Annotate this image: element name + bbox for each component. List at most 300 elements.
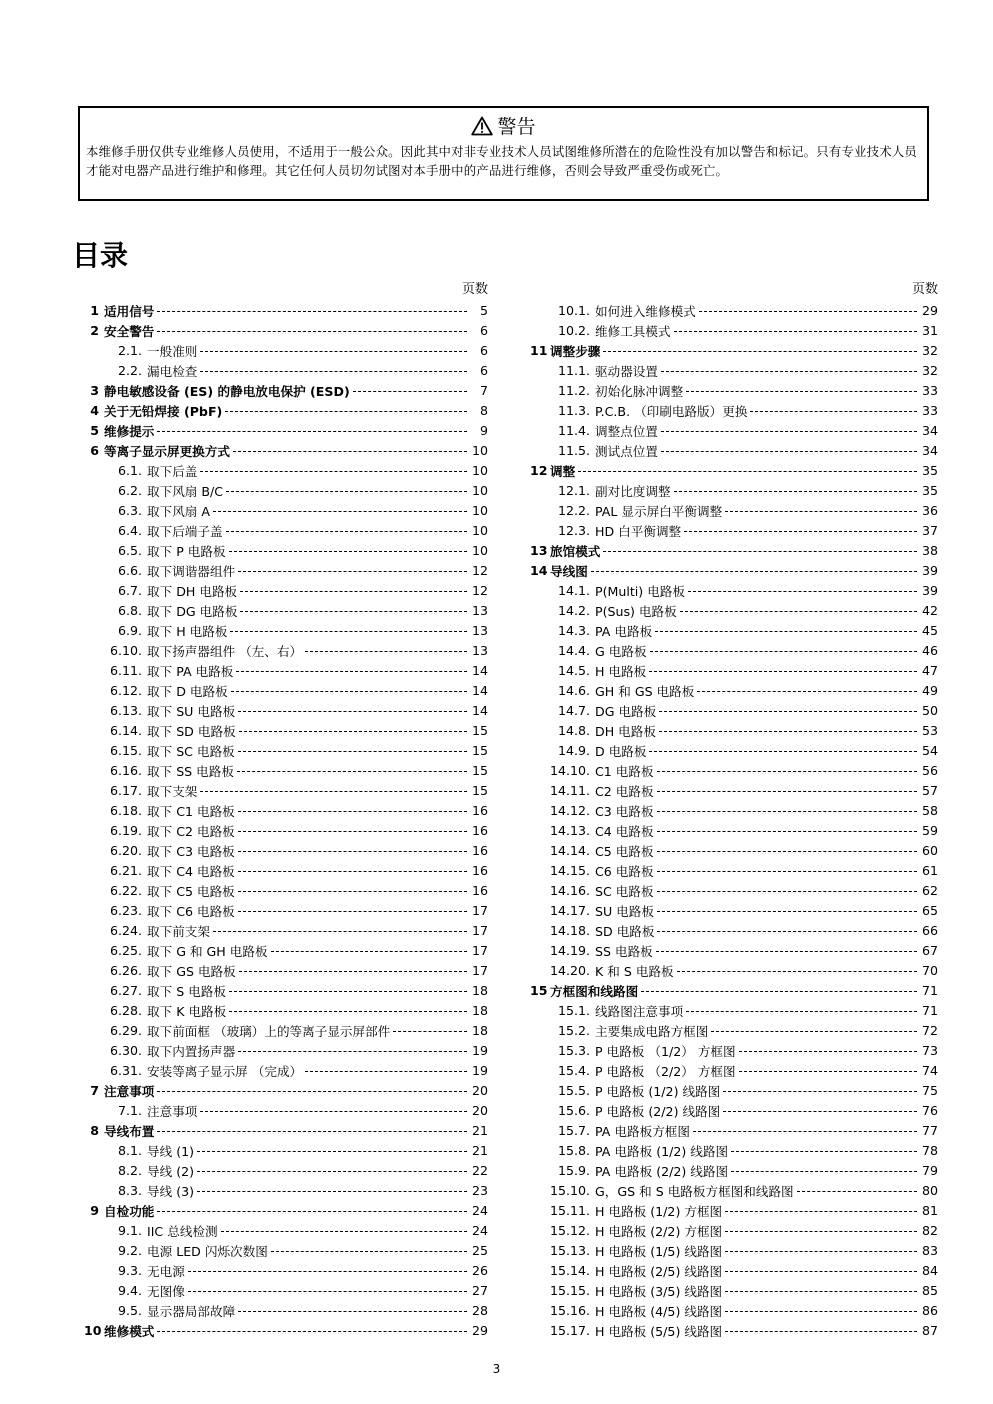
toc-entry[interactable]	[530, 1020, 938, 1040]
toc-entry-title: 维修工具模式	[595, 323, 671, 339]
toc-entry[interactable]	[84, 800, 488, 820]
toc-entry-title: 取下 G 和 GH 电路板	[147, 943, 268, 959]
leader-dots	[657, 911, 917, 912]
toc-entry-title: C6 电路板	[595, 863, 654, 879]
toc-entry-page: 76	[921, 1102, 938, 1118]
toc-entry[interactable]	[84, 340, 488, 360]
toc-entry[interactable]	[530, 1240, 938, 1260]
toc-entry-page: 8	[479, 402, 488, 418]
toc-entry[interactable]	[84, 940, 488, 960]
toc-entry-page: 15	[471, 722, 488, 738]
toc-entry-number: 15.16.	[549, 1302, 590, 1318]
toc-entry[interactable]	[84, 480, 488, 500]
toc-entry-page: 24	[471, 1202, 488, 1218]
toc-entry[interactable]	[530, 700, 938, 720]
toc-entry-page: 6	[479, 342, 488, 358]
toc-entry[interactable]	[84, 380, 488, 400]
toc-entry[interactable]	[84, 1080, 488, 1100]
toc-entry[interactable]	[84, 660, 488, 680]
toc-entry-number: 11.5.	[557, 442, 590, 458]
toc-entry[interactable]	[84, 980, 488, 1000]
toc-entry-page: 6	[479, 322, 488, 338]
toc-entry-page: 10	[471, 482, 488, 498]
toc-right-list	[530, 300, 938, 1340]
toc-entry-title: 旅馆模式	[550, 543, 601, 559]
toc-entry-title: 无图像	[147, 1283, 185, 1299]
toc-entry[interactable]	[530, 1320, 938, 1340]
leader-dots	[739, 1051, 917, 1052]
toc-entry[interactable]	[84, 1280, 488, 1300]
toc-entry[interactable]	[530, 1000, 938, 1020]
toc-entry-number: 14.1.	[557, 582, 590, 598]
leader-dots	[656, 951, 917, 952]
toc-entry-number: 14.7.	[557, 702, 590, 718]
leader-dots	[229, 991, 467, 992]
toc-entry-number: 5	[90, 422, 99, 438]
toc-entry[interactable]	[530, 1200, 938, 1220]
toc-entry-page: 32	[921, 362, 938, 378]
toc-entry-number: 15	[530, 982, 548, 998]
toc-entry-title: SD 电路板	[595, 923, 655, 939]
toc-entry[interactable]	[84, 740, 488, 760]
toc-entry-page: 53	[921, 722, 938, 738]
toc-entry[interactable]	[530, 920, 938, 940]
toc-entry-number: 6.1.	[117, 462, 142, 478]
toc-entry-number: 6.23.	[109, 902, 142, 918]
toc-entry[interactable]	[530, 760, 938, 780]
toc-entry-title: 导线 (2)	[147, 1163, 195, 1179]
toc-entry-number: 6.19.	[109, 822, 142, 838]
toc-entry-page: 13	[471, 642, 488, 658]
toc-entry-page: 73	[921, 1042, 938, 1058]
toc-entry-title: 驱动器设置	[595, 363, 658, 379]
toc-entry-page: 16	[471, 822, 488, 838]
toc-entry-number: 15.4.	[557, 1062, 590, 1078]
leader-dots	[225, 411, 467, 412]
toc-entry[interactable]	[84, 580, 488, 600]
toc-entry[interactable]	[530, 680, 938, 700]
leader-dots	[188, 1271, 467, 1272]
toc-entry-title: 取下 D 电路板	[147, 683, 228, 699]
toc-entry-title: H 电路板 (1/2) 方框图	[595, 1203, 723, 1219]
toc-entry[interactable]	[84, 900, 488, 920]
leader-dots	[657, 891, 917, 892]
toc-entry-title: 取下 C4 电路板	[147, 863, 235, 879]
toc-entry[interactable]	[84, 400, 488, 420]
toc-entry-title: 静电敏感设备 (ES) 的静电放电保护 (ESD)	[104, 383, 350, 399]
toc-entry[interactable]	[530, 1160, 938, 1180]
toc-entry-page: 17	[471, 962, 488, 978]
leader-dots	[725, 1291, 917, 1292]
toc-entry-page: 74	[921, 1062, 938, 1078]
leader-dots	[230, 631, 467, 632]
toc-entry[interactable]	[530, 1280, 938, 1300]
toc-entry-title: 如何进入维修模式	[595, 303, 696, 319]
toc-entry-title: SC 电路板	[595, 883, 654, 899]
leader-dots	[238, 711, 467, 712]
toc-entry-number: 12	[530, 462, 548, 478]
toc-entry[interactable]	[84, 760, 488, 780]
toc-entry[interactable]	[84, 840, 488, 860]
toc-entry[interactable]	[530, 1220, 938, 1240]
toc-entry-title: P(Multi) 电路板	[595, 583, 685, 599]
toc-entry[interactable]	[530, 940, 938, 960]
toc-entry[interactable]	[84, 1260, 488, 1280]
toc-entry[interactable]	[530, 560, 938, 580]
toc-entry-number: 6.3.	[117, 502, 142, 518]
toc-entry-number: 14.20.	[549, 962, 590, 978]
toc-entry-page: 71	[921, 1002, 938, 1018]
toc-entry-page: 24	[471, 1222, 488, 1238]
toc-entry-number: 6.25.	[109, 942, 142, 958]
toc-entry[interactable]	[84, 440, 488, 460]
toc-entry[interactable]	[84, 1140, 488, 1160]
toc-entry[interactable]	[530, 340, 938, 360]
leader-dots	[697, 691, 917, 692]
toc-entry-number: 8.2.	[117, 1162, 142, 1178]
toc-entry-title: 取下后端子盖	[147, 523, 223, 539]
toc-entry-page: 35	[921, 482, 938, 498]
toc-entry-number: 15.13.	[549, 1242, 590, 1258]
toc-entry-page: 17	[471, 902, 488, 918]
toc-entry-page: 19	[471, 1042, 488, 1058]
toc-entry[interactable]	[530, 1100, 938, 1120]
toc-entry-title: 取下风扇 B/C	[147, 483, 224, 499]
toc-entry-title: 取下 C5 电路板	[147, 883, 235, 899]
toc-entry[interactable]	[84, 300, 488, 320]
toc-entry-title: H 电路板 (5/5) 线路图	[595, 1323, 723, 1339]
toc-entry-number: 15.8.	[557, 1142, 590, 1158]
toc-entry[interactable]	[530, 1120, 938, 1140]
toc-entry-number: 11.3.	[557, 402, 590, 418]
leader-dots	[591, 571, 917, 572]
toc-entry-number: 6.21.	[109, 862, 142, 878]
toc-entry[interactable]	[84, 640, 488, 660]
toc-entry[interactable]	[530, 860, 938, 880]
leader-dots	[797, 1191, 917, 1192]
toc-entry[interactable]	[530, 660, 938, 680]
toc-entry-title: 导线图	[550, 563, 588, 579]
toc-entry[interactable]	[530, 900, 938, 920]
toc-entry[interactable]	[84, 1180, 488, 1200]
toc-entry[interactable]	[84, 1020, 488, 1040]
toc-entry-number: 11	[530, 342, 548, 358]
leader-dots	[200, 471, 467, 472]
toc-entry-page: 59	[921, 822, 938, 838]
leader-dots	[238, 871, 467, 872]
toc-entry[interactable]	[84, 780, 488, 800]
toc-entry[interactable]	[530, 600, 938, 620]
toc-entry[interactable]	[84, 1000, 488, 1020]
toc-entry-title: 电源 LED 闪烁次数图	[147, 1243, 268, 1259]
toc-entry[interactable]	[84, 600, 488, 620]
leader-dots	[657, 771, 917, 772]
leader-dots	[197, 1151, 467, 1152]
leader-dots	[200, 371, 467, 372]
toc-entry[interactable]	[530, 440, 938, 460]
toc-entry[interactable]	[530, 520, 938, 540]
toc-entry-title: 维修提示	[104, 423, 155, 439]
toc-entry[interactable]	[84, 960, 488, 980]
toc-entry[interactable]	[84, 920, 488, 940]
toc-entry[interactable]	[84, 1060, 488, 1080]
toc-entry-title: HD 白平衡调整	[595, 523, 682, 539]
toc-entry-number: 9.1.	[117, 1222, 142, 1238]
toc-entry[interactable]	[530, 500, 938, 520]
toc-entry-number: 14.5.	[557, 662, 590, 678]
warning-box	[78, 106, 929, 201]
toc-entry-title: H 电路板 (3/5) 线路图	[595, 1283, 723, 1299]
toc-entry[interactable]	[530, 580, 938, 600]
toc-entry[interactable]	[530, 1180, 938, 1200]
toc-entry[interactable]	[530, 1300, 938, 1320]
leader-dots	[305, 1071, 467, 1072]
toc-entry-number: 9.4.	[117, 1282, 142, 1298]
toc-entry-number: 4	[90, 402, 99, 418]
leader-dots	[157, 1131, 467, 1132]
leader-dots	[237, 771, 467, 772]
toc-entry-number: 6.27.	[109, 982, 142, 998]
leader-dots	[731, 1151, 917, 1152]
leader-dots	[739, 1071, 917, 1072]
toc-entry-page: 61	[921, 862, 938, 878]
toc-entry[interactable]	[84, 1120, 488, 1140]
toc-entry-title: P(Sus) 电路板	[595, 603, 677, 619]
toc-entry-title: 安装等离子显示屏 （完成）	[147, 1063, 303, 1079]
toc-entry[interactable]	[530, 800, 938, 820]
toc-entry-title: 取下 SD 电路板	[147, 723, 236, 739]
leader-dots	[157, 1331, 467, 1332]
leader-dots	[578, 471, 917, 472]
toc-entry-number: 14.19.	[549, 942, 590, 958]
toc-entry-title: 注意事项	[147, 1103, 198, 1119]
toc-entry-number: 14.6.	[557, 682, 590, 698]
toc-entry[interactable]	[84, 620, 488, 640]
toc-entry-number: 6.8.	[117, 602, 142, 618]
toc-entry[interactable]	[530, 540, 938, 560]
toc-entry-title: 取下后盖	[147, 463, 198, 479]
toc-entry[interactable]	[530, 300, 938, 320]
toc-entry[interactable]	[84, 500, 488, 520]
toc-entry-title: 取下 SS 电路板	[147, 763, 234, 779]
toc-entry-number: 15.3.	[557, 1042, 590, 1058]
toc-entry-title: H 电路板	[595, 663, 647, 679]
toc-entry[interactable]	[84, 1160, 488, 1180]
toc-entry[interactable]	[84, 1240, 488, 1260]
toc-entry-number: 14.14.	[549, 842, 590, 858]
toc-entry[interactable]	[530, 1260, 938, 1280]
leader-dots	[677, 971, 917, 972]
toc-entry-page: 14	[471, 702, 488, 718]
toc-entry[interactable]	[530, 320, 938, 340]
toc-entry-number: 12.1.	[557, 482, 590, 498]
toc-entry-title: H 电路板 (4/5) 线路图	[595, 1303, 723, 1319]
toc-entry[interactable]	[530, 360, 938, 380]
leader-dots	[271, 951, 467, 952]
toc-entry-page: 13	[471, 602, 488, 618]
leader-dots	[157, 1091, 467, 1092]
toc-entry-title: 安全警告	[104, 323, 155, 339]
toc-entry[interactable]	[84, 1100, 488, 1120]
toc-entry-page: 12	[471, 562, 488, 578]
toc-entry-page: 23	[471, 1182, 488, 1198]
toc-left-list	[84, 300, 488, 1340]
leader-dots	[238, 831, 467, 832]
leader-dots	[686, 1011, 917, 1012]
toc-entry[interactable]	[530, 1040, 938, 1060]
toc-entry-number: 6.5.	[117, 542, 142, 558]
toc-entry-number: 2.2.	[117, 362, 142, 378]
toc-entry[interactable]	[84, 700, 488, 720]
leader-dots	[693, 1131, 917, 1132]
toc-entry-page: 7	[479, 382, 488, 398]
leader-dots	[725, 1211, 917, 1212]
toc-entry[interactable]	[530, 1060, 938, 1080]
leader-dots	[657, 831, 917, 832]
leader-dots	[271, 1251, 467, 1252]
warning-title: 警告	[497, 116, 536, 138]
toc-entry-title: 取下 C3 电路板	[147, 843, 235, 859]
toc-entry-number: 14.18.	[549, 922, 590, 938]
toc-entry-title: 导线 (1)	[147, 1143, 195, 1159]
toc-entry-page: 80	[921, 1182, 938, 1198]
toc-entry-title: C3 电路板	[595, 803, 654, 819]
toc-entry-page: 13	[471, 622, 488, 638]
leader-dots	[238, 751, 467, 752]
toc-entry[interactable]	[84, 320, 488, 340]
toc-entry-page: 28	[471, 1302, 488, 1318]
toc-entry-number: 12.3.	[557, 522, 590, 538]
toc-entry-number: 12.2.	[557, 502, 590, 518]
toc-entry[interactable]	[530, 840, 938, 860]
toc-entry[interactable]	[84, 420, 488, 440]
toc-entry[interactable]	[84, 520, 488, 540]
toc-entry-title: 取下前支架	[147, 923, 210, 939]
toc-entry[interactable]	[530, 880, 938, 900]
toc-entry-title: C1 电路板	[595, 763, 654, 779]
toc-entry[interactable]	[84, 880, 488, 900]
toc-right-column	[530, 280, 938, 1340]
toc-entry[interactable]	[530, 980, 938, 1000]
leader-dots	[725, 1331, 917, 1332]
leader-dots	[657, 791, 917, 792]
toc-entry-number: 6.12.	[109, 682, 142, 698]
toc-entry[interactable]	[84, 460, 488, 480]
toc-entry-title: H 电路板 (1/5) 线路图	[595, 1243, 723, 1259]
toc-entry[interactable]	[84, 540, 488, 560]
toc-entry[interactable]	[530, 380, 938, 400]
toc-entry[interactable]	[84, 560, 488, 580]
toc-entry-number: 9.2.	[117, 1242, 142, 1258]
toc-entry[interactable]	[530, 400, 938, 420]
toc-entry-page: 84	[921, 1262, 938, 1278]
toc-entry[interactable]	[530, 1080, 938, 1100]
leader-dots	[650, 651, 917, 652]
toc-entry[interactable]	[84, 1320, 488, 1340]
toc-entry[interactable]	[84, 860, 488, 880]
toc-entry-page: 22	[471, 1162, 488, 1178]
toc-entry[interactable]	[530, 820, 938, 840]
leader-dots	[655, 631, 917, 632]
toc-entry-number: 14.12.	[549, 802, 590, 818]
toc-entry-title: IIC 总线检测	[147, 1223, 218, 1239]
toc-entry[interactable]	[530, 1140, 938, 1160]
toc-entry[interactable]	[530, 740, 938, 760]
toc-entry[interactable]	[84, 360, 488, 380]
toc-entry-page: 29	[921, 302, 938, 318]
toc-entry[interactable]	[84, 720, 488, 740]
toc-entry-title: PAL 显示屏白平衡调整	[595, 503, 723, 519]
toc-entry[interactable]	[84, 1200, 488, 1220]
toc-entry[interactable]	[530, 960, 938, 980]
toc-entry[interactable]	[84, 1040, 488, 1060]
toc-entry-page: 16	[471, 802, 488, 818]
leader-dots	[725, 1231, 917, 1232]
toc-entry[interactable]	[530, 780, 938, 800]
toc-entry[interactable]	[530, 620, 938, 640]
leader-dots	[305, 651, 467, 652]
toc-entry-number: 6.16.	[109, 762, 142, 778]
toc-entry[interactable]	[530, 420, 938, 440]
toc-entry-number: 15.10.	[549, 1182, 590, 1198]
leader-dots	[661, 431, 917, 432]
leader-dots	[661, 451, 917, 452]
leader-dots	[725, 1311, 917, 1312]
leader-dots	[723, 1091, 917, 1092]
toc-entry-number: 14.9.	[557, 742, 590, 758]
toc-entry-title: 取下 K 电路板	[147, 1003, 227, 1019]
toc-entry[interactable]	[84, 820, 488, 840]
toc-entry[interactable]	[84, 1300, 488, 1320]
toc-entry-title: PA 电路板方框图	[595, 1123, 690, 1139]
leader-dots	[238, 811, 467, 812]
toc-entry-title: P.C.B. （印刷电路版）更换	[595, 403, 748, 419]
toc-entry[interactable]	[530, 640, 938, 660]
toc-entry-number: 14.11.	[549, 782, 590, 798]
toc-entry-page: 10	[471, 502, 488, 518]
toc-entry-number: 6.20.	[109, 842, 142, 858]
toc-entry-title: 取下扬声器组件 （左、右）	[147, 643, 303, 659]
toc-entry-page: 71	[921, 982, 938, 998]
leader-dots	[603, 351, 917, 352]
toc-entry[interactable]	[84, 1220, 488, 1240]
toc-entry-title: D 电路板	[595, 743, 647, 759]
leader-dots	[659, 711, 917, 712]
toc-entry-number: 6.29.	[109, 1022, 142, 1038]
toc-entry[interactable]	[530, 460, 938, 480]
toc-entry-number: 11.4.	[557, 422, 590, 438]
toc-entry-title: 取下 GS 电路板	[147, 963, 236, 979]
leader-dots	[197, 1191, 467, 1192]
toc-entry[interactable]	[530, 720, 938, 740]
leader-dots	[226, 491, 467, 492]
leader-dots	[699, 311, 917, 312]
toc-entry-number: 7.1.	[117, 1102, 142, 1118]
toc-entry-title: 取下 DG 电路板	[147, 603, 238, 619]
leader-dots	[684, 531, 917, 532]
toc-entry[interactable]	[84, 680, 488, 700]
toc-entry-title: 取下 SU 电路板	[147, 703, 236, 719]
toc-entry-page: 15	[471, 742, 488, 758]
toc-entry-page: 14	[471, 662, 488, 678]
toc-entry-page: 37	[921, 522, 938, 538]
toc-entry[interactable]	[530, 480, 938, 500]
toc-entry-title: 自检功能	[104, 1203, 155, 1219]
toc-entry-page: 67	[921, 942, 938, 958]
leader-dots	[657, 851, 917, 852]
toc-entry-number: 15.6.	[557, 1102, 590, 1118]
toc-entry-number: 6.9.	[117, 622, 142, 638]
